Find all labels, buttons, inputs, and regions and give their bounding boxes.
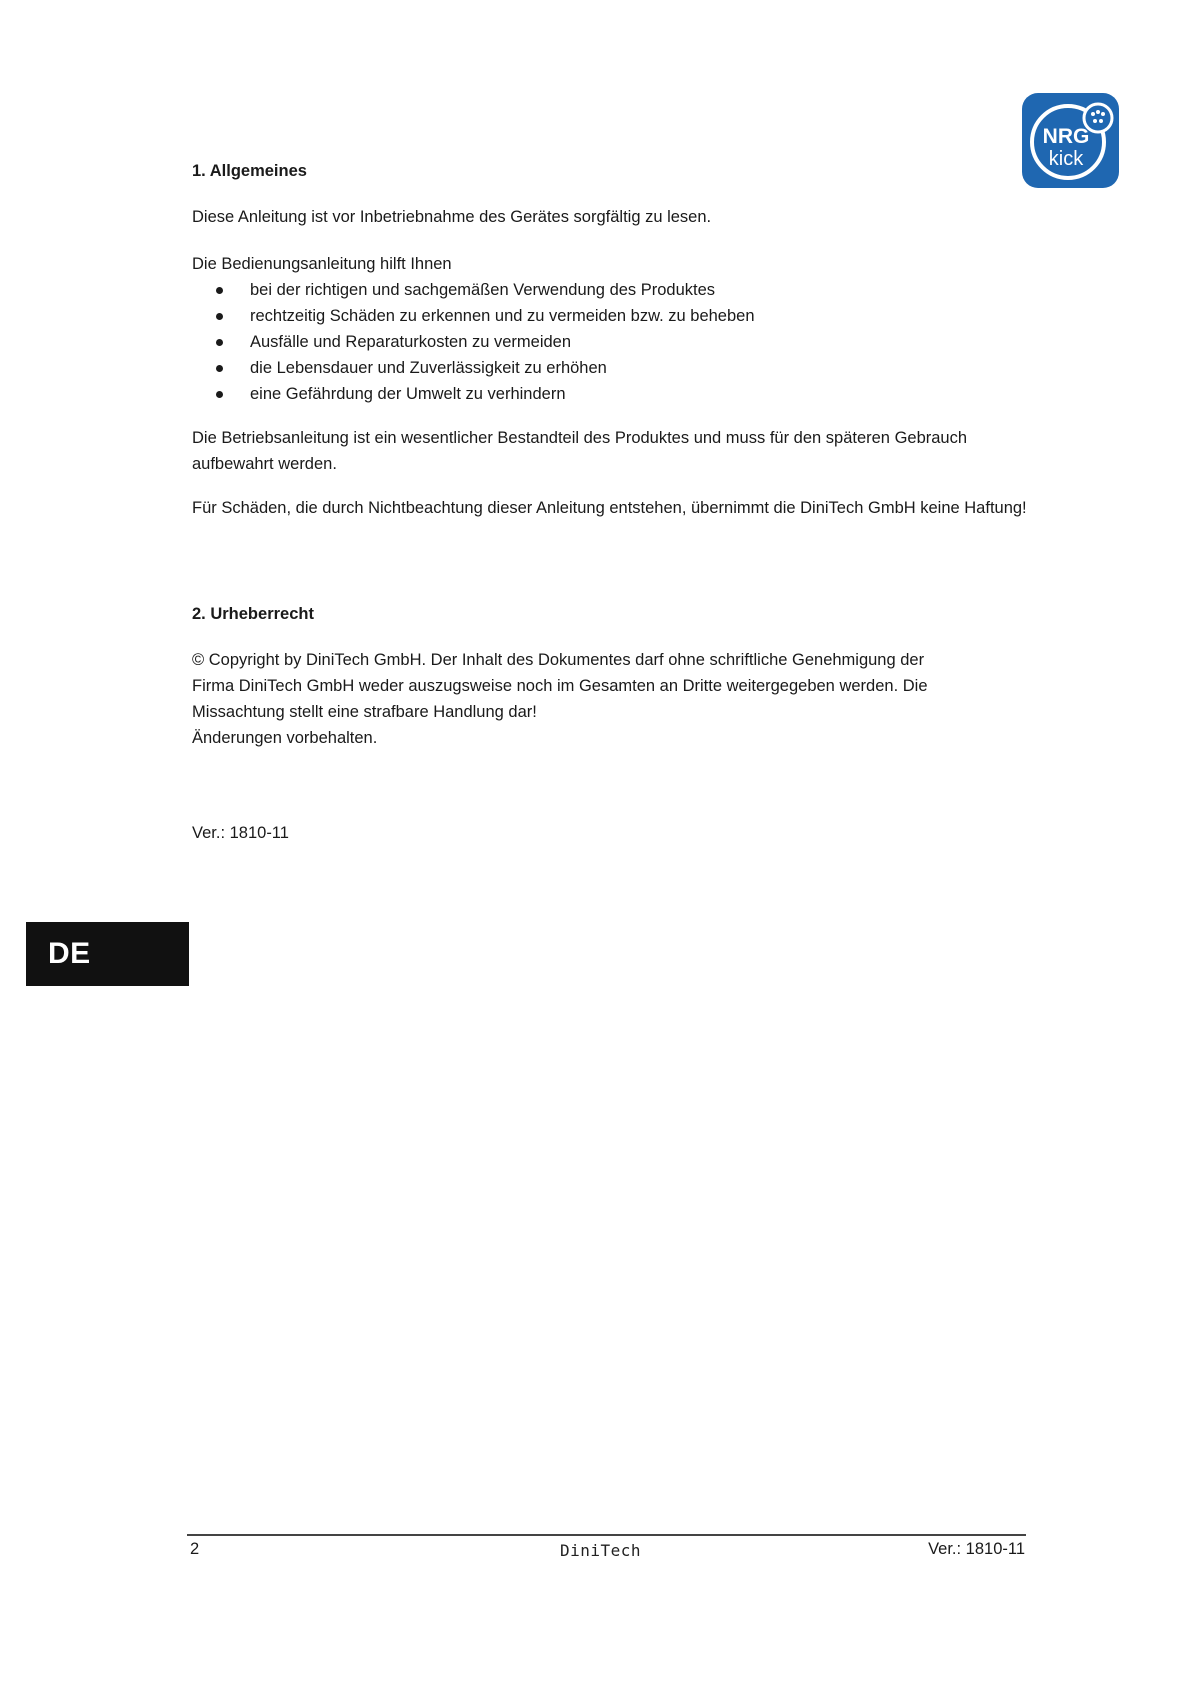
bullet-icon — [216, 365, 223, 372]
copyright-line: Missachtung stellt eine strafbare Handlung dar! — [192, 703, 537, 721]
liability-paragraph: Für Schäden, die durch Nichtbeachtung dieser Anleitung entstehen, übernimmt die DiniTech GmbH keine Haftung! — [192, 499, 1027, 517]
bullet-icon — [216, 339, 223, 346]
copyright-line: Firma DiniTech GmbH weder auszugsweise noch im Gesamten an Dritte weitergegeben werden. Die — [192, 677, 928, 695]
section-heading-copyright: 2. Urheberrecht — [192, 605, 314, 623]
logo-graphic — [1022, 93, 1119, 188]
page-number: 2 — [190, 1540, 200, 1558]
footer-divider — [187, 1534, 1026, 1536]
language-tab: DE — [26, 922, 189, 986]
list-item: die Lebensdauer und Zuverlässigkeit zu erhöhen — [192, 355, 1032, 381]
footer-brand-logo: DiniTech — [560, 1541, 642, 1560]
version-label: Ver.: 1810-11 — [192, 824, 289, 842]
logo-text-nrg: NRG — [1042, 125, 1090, 148]
manual-importance-paragraph: Die Betriebsanleitung ist ein wesentlicher Bestandteil des Produktes und muss für den späteren Gebrauch aufbewahrt werden. — [192, 429, 968, 473]
list-item: eine Gefährdung der Umwelt zu verhindern — [192, 381, 1032, 407]
nrgkick-logo — [1022, 93, 1119, 188]
logo-text-kick: kick — [1048, 148, 1084, 170]
footer-version: Ver.: 1810-11 — [928, 1540, 1025, 1558]
changes-reserved: Änderungen vorbehalten. — [192, 729, 378, 747]
list-item: bei der richtigen und sachgemäßen Verwendung des Produktes — [192, 277, 1032, 303]
list-item: Ausfälle und Reparaturkosten zu vermeiden — [192, 329, 1032, 355]
purpose-list — [192, 277, 1032, 407]
page-content — [192, 158, 1032, 846]
list-item: rechtzeitig Schäden zu erkennen und zu vermeiden bzw. zu beheben — [192, 303, 1032, 329]
bullet-icon — [216, 313, 223, 320]
bullet-icon — [216, 391, 223, 398]
list-intro: Die Bedienungsanleitung hilft Ihnen — [192, 255, 452, 273]
section-heading-general: 1. Allgemeines — [192, 162, 307, 180]
intro-paragraph: Diese Anleitung ist vor Inbetriebnahme des Gerätes sorgfältig zu lesen. — [192, 208, 712, 226]
copyright-line: © Copyright by DiniTech GmbH. Der Inhalt des Dokumentes darf ohne schriftliche Genehmigung der — [192, 651, 925, 669]
bullet-icon — [216, 287, 223, 294]
